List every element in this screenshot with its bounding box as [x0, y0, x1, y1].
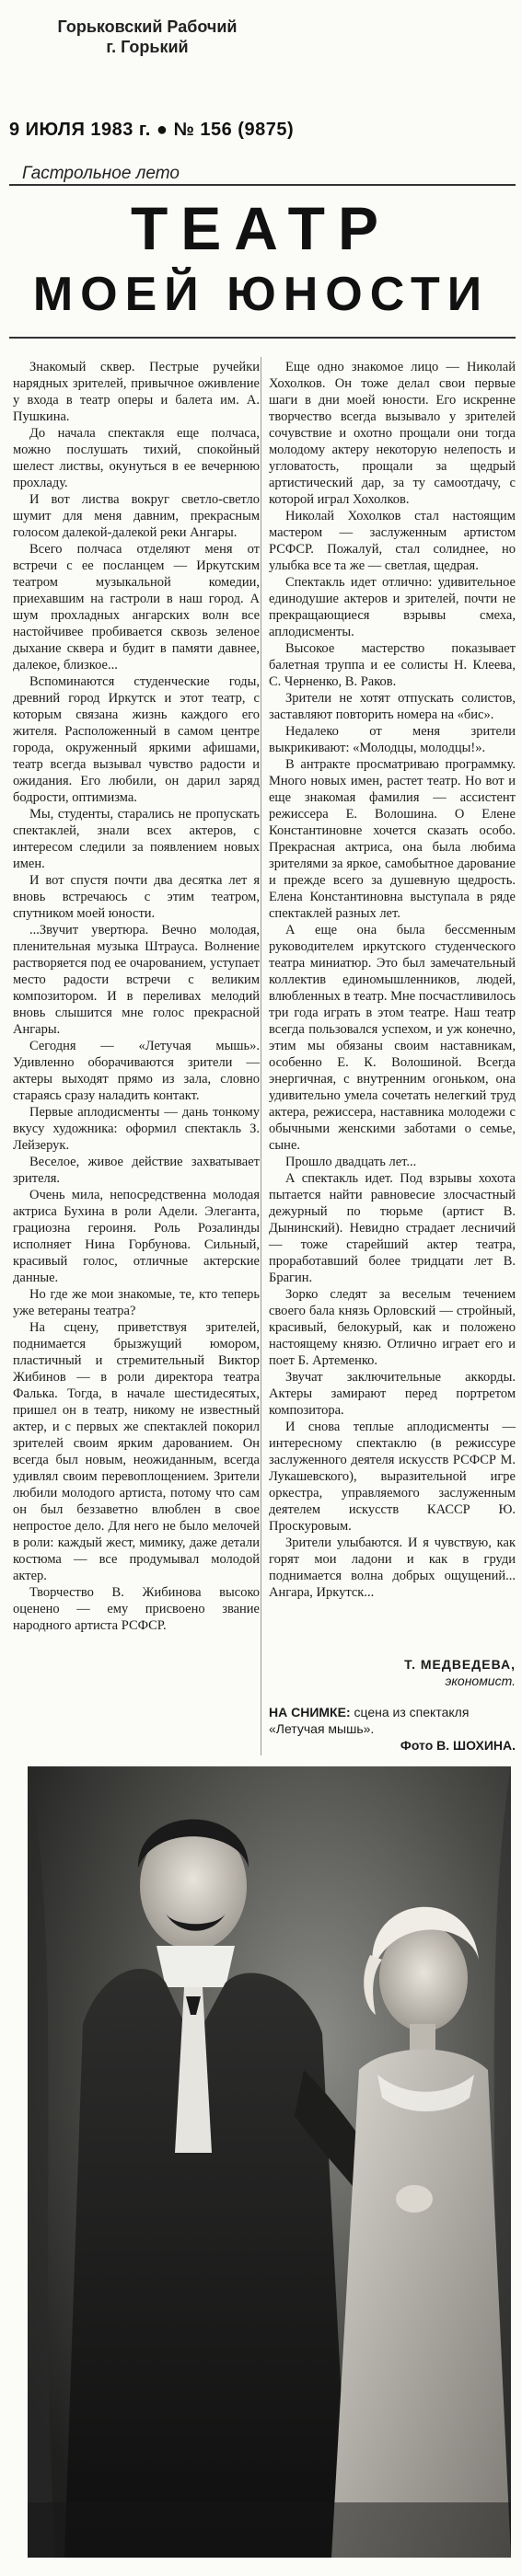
article-column-right: [269, 359, 516, 1647]
article-paragraph: ...Звучит увертюра. Вечно молодая, пленительная музыка Штрауса. Волнение растворяется под ее очарованием, уступает место радости встречи с великим композитором. И в переливах мелодий вновь слышится мне голос прекрасной Ангары.: [13, 923, 260, 1037]
article-paragraph: Всего полчаса отделяют меня от встречи с ее посланцем — Иркутским театром музыкальной комедии, приехавшим на гастроли в наш город. А шум прохладных ангарских волн все настойчивее пробивается сквозь зеленое дыхание сквера и будит в памяти давнее, далекое, близкое...: [13, 542, 260, 673]
masthead-city: г. Горький: [106, 38, 189, 56]
article-paragraph: Звучат заключительные аккорды. Актеры замирают перед портретом композитора.: [269, 1370, 516, 1418]
article-paragraph: Вспоминаются студенческие годы, древний город Иркутск и этот театр, с которым связана жизнь каждого его жителя. Расположенный в самом центре города, окруженный яркими афишами, театр всегда вызывал чувство радости и ожидания. Его любили, он дарил заряд бодрости, оптимизма.: [13, 674, 260, 805]
article-paragraph: Знакомый сквер. Пестрые ручейки нарядных зрителей, привычное оживление у входа в театр оперы и балета им. А. Пушкина.: [13, 360, 260, 424]
headline-line-1: ТЕАТР: [130, 194, 392, 262]
article-paragraph: А еще она была бессменным руководителем иркутского студенческого театра миниатюр. Это был замечательный коллектив единомышленников, людей, влюбленных в театр. Мне посчастливилось три года играть в этом театре. Наш театр всегда пользовался успехом, и уж конечно, этим мы обязаны своим наставникам, особенно Е. К. Волошиной. Всегда энергичная, с внутренним огоньком, она удивительно умела сочетать нелегкий труд актера, режиссера, наставника молодежи с обычными женскими заботами о семье, сыне.: [269, 923, 516, 1153]
article-paragraph: В антракте просматриваю программку. Много новых имен, растет театр. Но вот и еще знакомая фамилия — ассистент режиссера Е. Волошина. О Елене Константиновне хочется сказать особо. Прекрасная актриса, она была любима зрителями за яркое, самобытное дарование и прежде всего за душевную щедрость. Елена Константиновна выступала в ряде спектаклей разных лет.: [269, 757, 516, 921]
photo-credit: Фото В. ШОХИНА.: [400, 1738, 516, 1753]
article-paragraph: И снова теплые аплодисменты — интересному спектаклю (в режиссуре заслуженного деятеля искусств РСФСР М. Лукашевского), выразительной игре оркестра, управляемого заслуженным деятелем искусств КАССР Ю. Проскуровым.: [269, 1420, 516, 1534]
photograph-image: [28, 1766, 511, 2558]
article-paragraph: А спектакль идет. Под взрывы хохота пытается найти равновесие злосчастный дежурный по тюрьме (артист В. Дынинский). Невидно страдает лесничий — тоже старейший актер театра, проработавший более тридцати лет В. Брагин.: [269, 1171, 516, 1285]
article-paragraph: Спектакль идет отлично: удивительное единодушие актеров и зрителей, почти не прекращающиеся взрывы смеха, аплодисменты.: [269, 575, 516, 639]
author-signature: [269, 1656, 516, 1689]
article-paragraph: Но где же мои знакомые, те, кто теперь уже ветераны театра?: [13, 1287, 260, 1318]
article-paragraph: Николай Хохолков стал настоящим мастером — заслуженным артистом РСФСР. Пожалуй, стал солиднее, но улыбка все та же — светлая, щедрая.: [269, 509, 516, 573]
article-paragraph: Зорко следят за веселым течением своего бала князь Орловский — стройный, красивый, белокурый, как и положено настоящему князю. Отлично играет его и поет Б. Артеменко.: [269, 1287, 516, 1368]
article-paragraph: Еще одно знакомое лицо — Николай Хохолков. Он тоже делал свои первые шаги в дни моей юности. Его искренне творчество всегда вызывало у зрителей сочувствие и охотно прощали они тогда молодому актеру некоторую нелепость и угловатость, прощали за щедрый артистический дар, за ту самоотдачу, с которой играл Хохолков.: [269, 360, 516, 507]
photo-caption: [269, 1704, 516, 1754]
issue-dateline: 9 ИЮЛЯ 1983 г. ● № 156 (9875): [9, 120, 295, 140]
newspaper-masthead: [46, 17, 249, 57]
article-paragraph: Творчество В. Жибинова высоко оценено — ему присвоено звание народного артиста РСФСР.: [13, 1585, 260, 1633]
article-paragraph: Мы, студенты, старались не пропускать спектаклей, знали всех актеров, с интересом следили за появлением новых имен.: [13, 807, 260, 871]
article-paragraph: Очень мила, непосредственна молодая актриса Бухина в роли Адели. Элеганта, грациозна героиня. Роль Розалинды исполняет Нина Горбунова. Сильный, красивый голос, отличные актерские данные.: [13, 1188, 260, 1285]
article-paragraph: Прошло двадцать лет...: [285, 1155, 417, 1169]
article-paragraph: Высокое мастерство показывает балетная труппа и ее солисты Н. Клеева, С. Черненко, В. Раков.: [269, 641, 516, 689]
article-paragraph: Первые аплодисменты — дань тонкому вкусу художника: оформил спектакль З. Лейзерук.: [13, 1105, 260, 1153]
article-paragraph: До начала спектакля еще полчаса, можно послушать тихий, спокойный шелест листвы, окунуться в ее вечернюю прохладу.: [13, 426, 260, 490]
article-paragraph: Веселое, живое действие захватывает зрителя.: [13, 1155, 260, 1186]
rubric-divider: [9, 184, 516, 186]
author-role: экономист.: [445, 1673, 516, 1688]
article-column-left: [13, 359, 260, 1762]
caption-text: сцена из спектакля «Летучая мышь».: [269, 1705, 470, 1736]
article-paragraph: Зрители улыбаются. И я чувствую, как горят мои ладони и как в груди поднимается волна добрых ощущений... Ангара, Иркутск...: [269, 1535, 516, 1600]
masthead-title: Горьковский Рабочий: [57, 17, 238, 36]
article-paragraph: На сцену, приветствуя зрителей, поднимается брызжущий юмором, пластичный и стремительный Виктор Жибинов — в роли директора театра Фалька. Тогда, в начале шестидесятых, пришел он в театр, никому не известный актер, и с первых же спектаклей покорил зрителей своим ярким дарованием. Он всегда был новым, неожиданным, всегда удивлял своим перевоплощением. Зрители любили молодого артиста, потому что сам он был беззаветно влюблен в свое непростое дело. Для него не было мелочей в роли: каждый жест, мимику, даже детали костюма — все продумывал молодой актер.: [13, 1320, 260, 1583]
article-paragraph: Сегодня — «Летучая мышь». Удивленно оборачиваются зрители — актеры выходят прямо из зала, словно стараясь сразу наладить контакт.: [13, 1039, 260, 1103]
headline-line-2: МОЕЙ ЮНОСТИ: [32, 268, 490, 321]
caption-lead: НА СНИМКЕ:: [269, 1705, 351, 1719]
stage-photograph: [28, 1766, 511, 2558]
rubric-label: Гастрольное лето: [22, 164, 180, 183]
headline-divider: [9, 337, 516, 339]
author-name: Т. МЕДВЕДЕВА,: [404, 1657, 516, 1672]
article-paragraph: И вот спустя почти два десятка лет я вновь встречаюсь с этим театром, спутником моей юности.: [13, 873, 260, 921]
article-paragraph: Недалеко от меня зрители выкрикивают: «Молодцы, молодцы!».: [269, 724, 516, 755]
article-paragraph: И вот листва вокруг светло-светло шумит для меня давним, прекрасным голосом далекой-далекой реки Ангары.: [13, 492, 260, 540]
article-paragraph: Зрители не хотят отпускать солистов, заставляют повторить номера на «бис».: [269, 691, 516, 722]
